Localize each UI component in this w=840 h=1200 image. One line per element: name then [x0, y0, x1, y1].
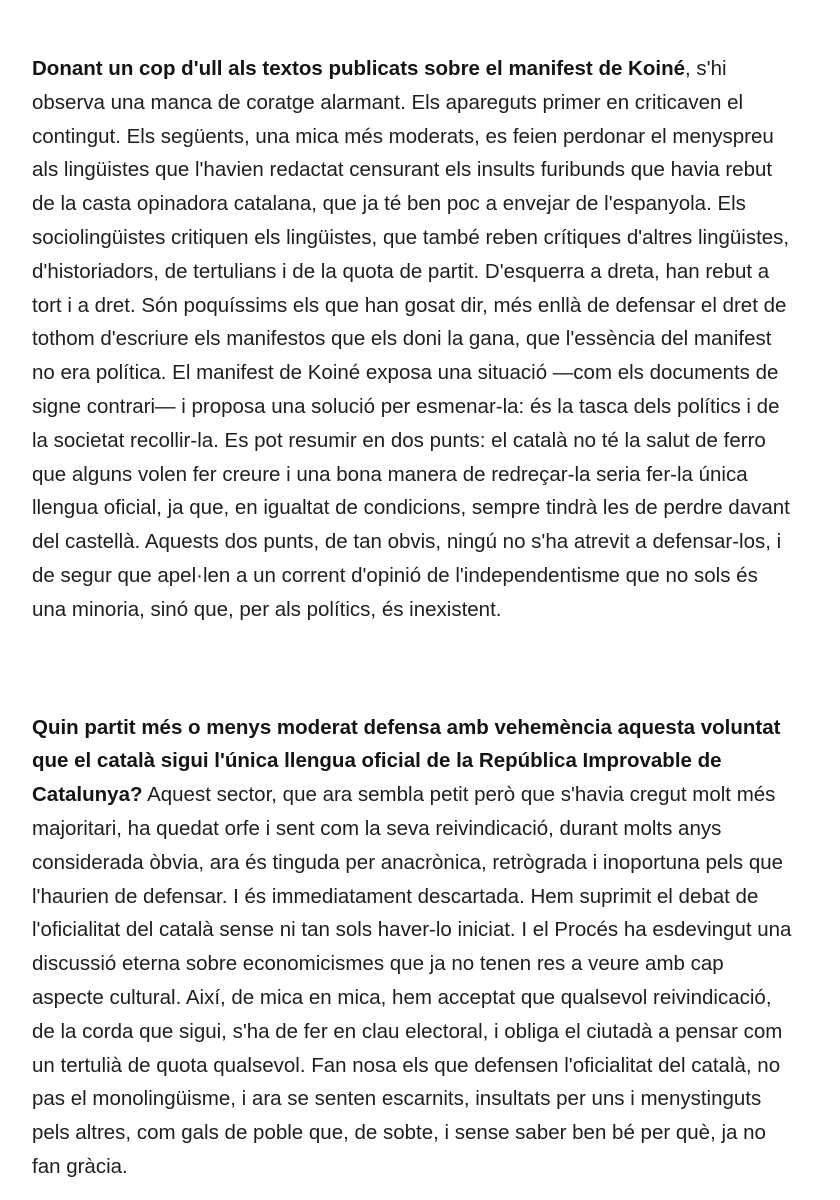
paragraph-lead: Donant un cop d'ull als textos publicats sobre el manifest de Koiné [32, 57, 686, 80]
paragraph-text: , s'hi observa una manca de coratge alarmant. Els apareguts primer en criticaven el contingut. Els següents, una mica més moderats, es feien perdonar el menyspreu als lingüistes que l'havien redactat censurant els insults furibunds que havia rebut de la casta opinadora catalana, que ja té ben poc a envejar de l'espanyola. Els sociolingüistes critiquen els lingüistes, que també reben crítiques d'altres lingüistes, d'historiadors, de tertulians i de la quota de partit. D'esquerra a dreta, han rebut a tort i a dret. Són poquíssims els que han gosat dir, més enllà de defensar el dret de tothom d'escriure els manifestos que els doni la gana, que l'essència del manifest no era política. El manifest de Koiné exposa una situació —com els documents de signe contrari— i proposa una solució per esmenar-la: és la tasca dels polítics i de la societat recollir-la. Es pot resumir en dos punts: el català no té la salut de ferro que alguns volen fer creure i una bona manera de redreçar-la seria fer-la única llengua oficial, ja que, en igualtat de condicions, sempre tindrà les de perdre davant del castellà. Aquests dos punts, de tan obvis, ningú no s'ha atrevit a defensar-los, i de segur que apel·len a un corrent d'opinió de l'independentisme que no sols és una minoria, sinó que, per als polítics, és inexistent. [32, 57, 790, 621]
paragraph-lead: Quin partit més o menys moderat defensa amb vehemència aquesta voluntat que el català sigui l'única llengua oficial de la República Improvable de Catalunya? [32, 715, 781, 807]
article-body [32, 52, 792, 1184]
paragraph-text: Aquest sector, que ara sembla petit però que s'havia cregut molt més majoritari, ha quedat orfe i sent com la seva reivindicació, durant molts anys considerada òbvia, ara és tinguda per anacrònica, retrògrada i inoportuna pels que l'haurien de defensar. I és immediatament descartada. Hem suprimit el debat de l'oficialitat del català sense ni tan sols haver-lo iniciat. I el Procés ha esdevingut una discussió eterna sobre economicismes que ja no tenen res a veure amb cap aspecte cultural. Així, de mica en mica, hem acceptat que qualsevol reivindicació, de la corda que sigui, s'ha de fer en clau electoral, i obliga el ciutadà a pensar com un tertulià de quota qualsevol. Fan nosa els que defensen l'oficialitat del català, no pas el monolingüisme, i ara se senten escarnits, insultats per uns i menystinguts pels altres, com gals de poble que, de sobte, i sense saber ben bé per què, ja no fan gràcia. [32, 783, 792, 1178]
paragraph-koine-manifest [32, 52, 792, 627]
paragraph-official-language [32, 711, 792, 1184]
